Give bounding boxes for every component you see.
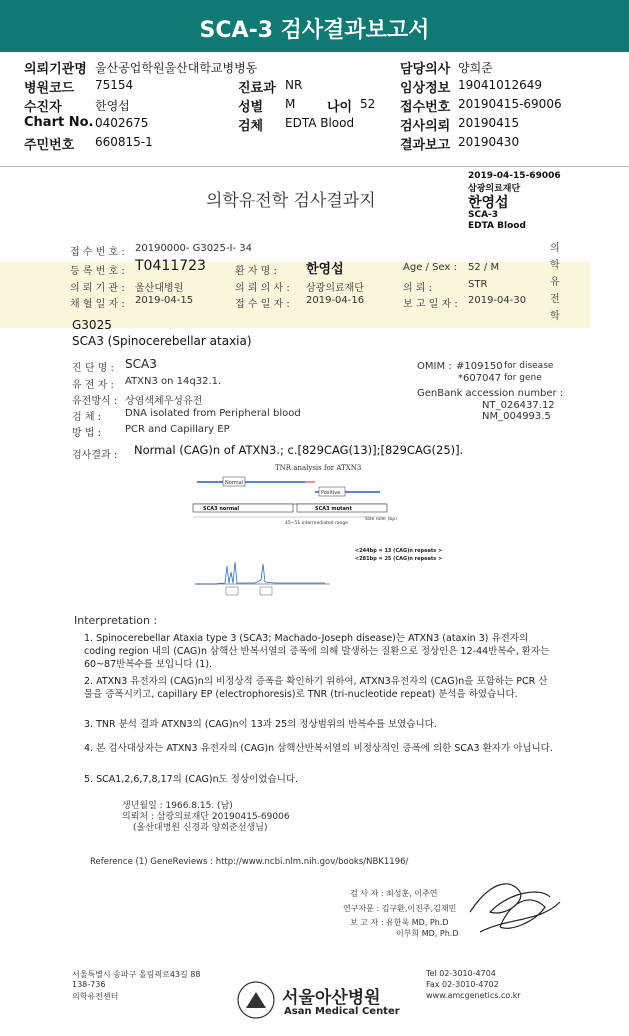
sub-org-value: 삼광의료재단: [306, 283, 364, 294]
tnr-positive: Positive: [321, 490, 341, 496]
sign-advisor: 연구자문 : 김구환,이진주,김재민: [343, 904, 457, 913]
dept-value: NR: [285, 78, 303, 92]
receive-value: 2019-04-16: [306, 295, 365, 306]
diag-value: SCA3: [125, 357, 157, 371]
report-date-value: 2019-04-30: [468, 295, 527, 306]
tnr-sca3-mutant: SCA3 mutant: [315, 506, 352, 512]
reg-label: 등 록 번 호 :: [70, 266, 125, 277]
fax: Fax 02-3010-4702: [426, 980, 499, 989]
age-label: 나이: [327, 100, 353, 115]
omim-label: OMIM :: [417, 361, 452, 372]
resident-label: 주민번호: [24, 138, 75, 153]
tnr-figure: [165, 462, 595, 602]
sex-value: M: [285, 97, 296, 111]
report-date-label: 보 고 일 자 :: [403, 299, 458, 310]
address-3: 의학유전센터: [72, 992, 119, 1001]
tel: Tel 02-3010-4704: [426, 969, 496, 978]
address-1: 서울특별시 송파구 올림픽로43길 88: [72, 970, 201, 979]
referrer-2: (울산대병원 신경과 양희준선생님): [133, 823, 268, 833]
gene-label: 유 전 자 :: [72, 380, 114, 391]
request-value: 20190415: [458, 116, 520, 130]
inherit-value: 상염색체우성유전: [125, 396, 203, 407]
website: www.amcgenetics.co.kr: [426, 991, 521, 1000]
stamp-test: SCA-3: [468, 210, 499, 220]
specimen-detail-value: DNA isolated from Peripheral blood: [125, 408, 301, 419]
genbank-label: GenBank accession number :: [417, 388, 564, 399]
specimen-detail-label: 검 체 :: [72, 412, 102, 423]
report-value: 20190430: [458, 135, 520, 149]
page-title: SCA-3 검사결과보고서: [199, 18, 430, 43]
omim-1-for: for disease: [504, 361, 554, 371]
agesex-label: Age / Sex :: [403, 262, 457, 273]
reg-value: T0411723: [135, 258, 206, 274]
address-2: 138-736: [72, 980, 106, 989]
clinical-label: 임상정보: [400, 81, 451, 96]
reception-label: 접 수 번 호 :: [70, 247, 125, 258]
tnr-title: TNR analysis for ATXN3: [275, 464, 362, 472]
sub-org-label: 의 뢰 의 사 :: [235, 283, 290, 294]
collect-value: 2019-04-15: [135, 295, 194, 306]
method-value: PCR and Capillary EP: [125, 424, 230, 435]
interp-3: 3. TNR 분석 결과 ATXN3의 (CAG)n이 13과 25의 정상범위의 반복수를 보였습니다.: [84, 719, 437, 730]
hospital-code-label: 병원코드: [24, 81, 75, 96]
referrer-1: 의뢰처 : 삼광의료재단 20190415-69006: [122, 812, 290, 822]
reception-value: 20190000- G3025-I- 34: [135, 243, 252, 254]
ward-value: STR: [468, 279, 488, 290]
specimen-label: 검체: [238, 119, 264, 134]
agesex-value: 52 / M: [468, 262, 500, 273]
specimen-value: EDTA Blood: [285, 116, 355, 130]
doctor-value: 양희준: [458, 61, 493, 75]
logo-english: Asan Medical Center: [284, 1006, 400, 1017]
ward-label: 의 뢰 :: [403, 283, 433, 294]
recipient-label: 수진자: [24, 100, 62, 115]
doctor-label: 담당의사: [400, 62, 451, 77]
clinical-value: 19041012649: [458, 78, 542, 92]
sign-reporter-2: 이부희 MD, Ph.D: [396, 929, 459, 938]
req-org-label: 의 뢰 기 관 :: [70, 283, 125, 294]
receipt-value: 20190415-69006: [458, 97, 562, 111]
genbank-2: NM_004993.5: [482, 411, 551, 422]
interp-title: Interpretation :: [74, 614, 158, 627]
omim-1: #109150: [456, 361, 503, 372]
chart-label: Chart No.: [24, 115, 94, 130]
signature-image: [450, 872, 570, 952]
collect-label: 채 혈 일 자 :: [70, 299, 125, 310]
tnr-normal: Normal: [225, 480, 244, 486]
request-label: 검사의뢰: [400, 119, 451, 134]
tnr-peak2: <281bp = 25 (CAG)n repeats >: [355, 556, 443, 562]
logo-korean: 서울아산병원: [282, 988, 381, 1008]
method-label: 방 법 :: [72, 428, 102, 439]
interp-2: 2. ATXN3 유전자의 (CAG)n의 비정상적 증폭을 확인하기 위하여, ATXN3유전자의 (CAG)n을 포함하는 PCR 산물을 증폭시키고, capillary EP (electrophoresis)로 TNR (tri-nucleotide repeat) 분석을 하였습니다.: [84, 676, 548, 700]
genbank-1: NT_026437.12: [482, 400, 555, 411]
req-org-value: 울산대병원: [135, 283, 184, 294]
tnr-peak1: <244bp = 13 (CAG)n repeats >: [355, 548, 443, 554]
recipient-value: 한영섭: [95, 99, 130, 113]
gene-value: ATXN3 on 14q32.1.: [125, 376, 222, 387]
stamp-specimen: EDTA Blood: [468, 221, 526, 231]
birth-info: 생년월일 : 1966.8.15. (남): [122, 801, 233, 811]
omim-2-for: for gene: [504, 373, 542, 383]
patient-label: 환 자 명 :: [235, 266, 277, 277]
tnr-int-range: 45~51 intermediated range: [285, 521, 348, 526]
diag-label: 진 단 명 :: [72, 363, 114, 374]
stamp-org: 삼광의료재단: [468, 184, 521, 194]
chart-value: 0402675: [95, 116, 149, 130]
doc-heading: 의학유전학 검사결과지: [206, 191, 376, 211]
result-value: Normal (CAG)n of ATXN3.; c.[829CAG(13)];[829CAG(25)].: [134, 443, 464, 457]
sign-reporter: 보 고 자 : 유한욱 MD, Ph.D: [350, 918, 449, 927]
age-value: 52: [360, 97, 376, 111]
title-bar: [0, 0, 629, 52]
receive-label: 접 수 일 자 :: [235, 299, 290, 310]
side-text: 의학유전학: [550, 243, 560, 322]
dept-label: 진료과: [238, 81, 276, 96]
hospital-code-value: 75154: [95, 78, 134, 92]
report-label: 결과보고: [400, 138, 451, 153]
test-code: G3025: [72, 318, 112, 332]
patient-value: 한영섭: [306, 262, 344, 277]
stamp-name: 한영섭: [468, 195, 509, 211]
omim-2: *607047: [458, 373, 502, 384]
institution-label: 의뢰기관명: [24, 62, 87, 77]
result-label: 검사결과 :: [72, 450, 118, 461]
test-name: SCA3 (Spinocerebellar ataxia): [72, 334, 252, 348]
sign-tester: 검 사 자 : 최성훈, 이주연: [350, 889, 438, 898]
inherit-label: 유전방식 :: [72, 396, 118, 407]
interp-4: 4. 본 검사대상자는 ATXN3 유전자의 (CAG)n 삼핵산반복서열의 비정상적인 증폭에 의한 SCA3 환자가 아닙니다.: [84, 743, 553, 754]
reference: Reference (1) GeneReviews : http://www.ncbi.nlm.nih.gov/books/NBK1196/: [90, 857, 409, 867]
resident-value: 660815-1: [95, 135, 153, 149]
interp-1: 1. Spinocerebellar Ataxia type 3 (SCA3; Machado-Joseph disease)는 ATXN3 (ataxin 3) 유전자의 coding region 내의 (CAG)n 삼핵산 반복서열의 증폭에 의해 발생하는 질환으로 정상인은 12-44반복수, 환자는 60~87반복수를 보입니다 (1).: [84, 633, 550, 670]
tnr-scale: Size ruler (bp): [365, 517, 397, 522]
receipt-label: 접수번호: [400, 100, 451, 115]
interp-5: 5. SCA1,2,6,7,8,17의 (CAG)n도 정상이었습니다.: [84, 774, 299, 785]
stamp-number: 2019-04-15-69006: [468, 171, 561, 181]
tnr-sca3-normal: SCA3 normal: [203, 506, 240, 512]
asan-logo-icon: [236, 980, 276, 1020]
institution-value: 울산공업학원울산대학교병병동: [95, 61, 258, 75]
sex-label: 성별: [238, 100, 264, 115]
